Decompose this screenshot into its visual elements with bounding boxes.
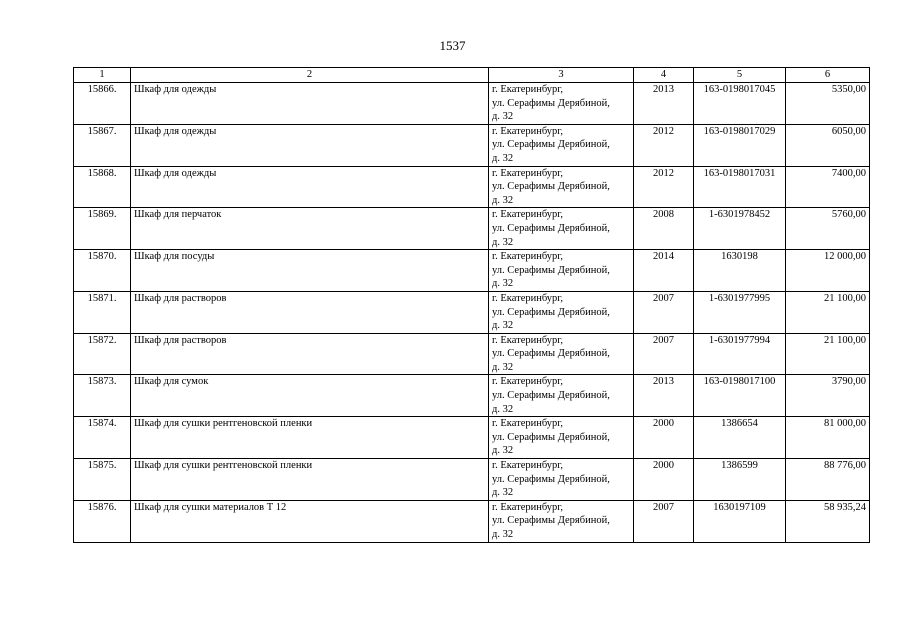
address-line3: д. 32 <box>492 445 514 457</box>
item-year: 2007 <box>634 333 694 375</box>
column-header-4: 4 <box>634 68 694 83</box>
item-year: 2013 <box>634 83 694 125</box>
table-row <box>74 417 870 459</box>
item-address <box>489 166 634 208</box>
item-address <box>489 375 634 417</box>
item-name: Шкаф для растворов <box>131 333 489 375</box>
address-line2: ул. Серафимы Дерябиной, <box>492 431 610 443</box>
address-line3: д. 32 <box>492 529 514 540</box>
item-year: 2007 <box>634 291 694 333</box>
column-header-3: 3 <box>489 68 634 83</box>
address-line2: ул. Серафимы Дерябиной, <box>492 515 610 527</box>
item-name: Шкаф для одежды <box>131 83 489 125</box>
item-year: 2013 <box>634 375 694 417</box>
item-name: Шкаф для одежды <box>131 124 489 166</box>
item-address <box>489 417 634 459</box>
address-line2: ул. Серафимы Дерябиной, <box>492 139 610 151</box>
inventory-number: 163-0198017100 <box>694 375 786 417</box>
column-header-1: 1 <box>74 68 131 83</box>
address-line1: г. Екатеринбург, <box>492 125 564 137</box>
row-number: 15873. <box>74 375 131 417</box>
property-table <box>73 67 870 543</box>
address-line3: д. 32 <box>492 152 514 164</box>
item-year: 2000 <box>634 459 694 501</box>
table-row <box>74 291 870 333</box>
inventory-number: 1630198 <box>694 250 786 292</box>
inventory-number: 1386599 <box>694 459 786 501</box>
address-line3: д. 32 <box>492 403 514 415</box>
item-year: 2012 <box>634 166 694 208</box>
address-line1: г. Екатеринбург, <box>492 460 564 472</box>
item-cost: 3790,00 <box>786 375 870 417</box>
address-line3: д. 32 <box>492 236 514 248</box>
item-address <box>489 500 634 542</box>
item-name: Шкаф для сушки рентгеновской пленки <box>131 459 489 501</box>
item-address <box>489 83 634 125</box>
item-cost: 12 000,00 <box>786 250 870 292</box>
item-name: Шкаф для сумок <box>131 375 489 417</box>
item-name: Шкаф для посуды <box>131 250 489 292</box>
address-line1: г. Екатеринбург, <box>492 334 564 346</box>
inventory-number: 1630197109 <box>694 500 786 542</box>
address-line1: г. Екатеринбург, <box>492 251 564 263</box>
item-cost: 21 100,00 <box>786 333 870 375</box>
item-name: Шкаф для сушки материалов Т 12 <box>131 500 489 542</box>
table-row <box>74 83 870 125</box>
inventory-number: 163-0198017045 <box>694 83 786 125</box>
row-number: 15872. <box>74 333 131 375</box>
page-number: 1537 <box>439 38 466 53</box>
item-address <box>489 291 634 333</box>
row-number: 15867. <box>74 124 131 166</box>
row-number: 15876. <box>74 500 131 542</box>
item-address <box>489 459 634 501</box>
address-line3: д. 32 <box>492 278 514 290</box>
item-address <box>489 124 634 166</box>
table-row <box>74 208 870 250</box>
item-cost: 5760,00 <box>786 208 870 250</box>
address-line3: д. 32 <box>492 361 514 373</box>
item-cost: 21 100,00 <box>786 291 870 333</box>
inventory-number: 163-0198017031 <box>694 166 786 208</box>
row-number: 15871. <box>74 291 131 333</box>
table-row <box>74 500 870 542</box>
table-row <box>74 166 870 208</box>
item-year: 2014 <box>634 250 694 292</box>
inventory-number: 163-0198017029 <box>694 124 786 166</box>
row-number: 15866. <box>74 83 131 125</box>
item-year: 2008 <box>634 208 694 250</box>
address-line1: г. Екатеринбург, <box>492 167 564 179</box>
address-line1: г. Екатеринбург, <box>492 501 564 513</box>
item-address <box>489 250 634 292</box>
address-line1: г. Екатеринбург, <box>492 84 564 95</box>
table-row <box>74 250 870 292</box>
item-address <box>489 333 634 375</box>
item-cost: 6050,00 <box>786 124 870 166</box>
column-header-6: 6 <box>786 68 870 83</box>
address-line3: д. 32 <box>492 194 514 206</box>
item-year: 2007 <box>634 500 694 542</box>
item-name: Шкаф для одежды <box>131 166 489 208</box>
item-year: 2000 <box>634 417 694 459</box>
table-row <box>74 459 870 501</box>
address-line3: д. 32 <box>492 111 514 123</box>
address-line1: г. Екатеринбург, <box>492 418 564 430</box>
inventory-number: 1-6301977995 <box>694 291 786 333</box>
address-line2: ул. Серафимы Дерябиной, <box>492 348 610 360</box>
column-header-5: 5 <box>694 68 786 83</box>
row-number: 15869. <box>74 208 131 250</box>
column-header-2: 2 <box>131 68 489 83</box>
header-row <box>74 68 870 83</box>
row-number: 15874. <box>74 417 131 459</box>
item-cost: 88 776,00 <box>786 459 870 501</box>
row-number: 15875. <box>74 459 131 501</box>
address-line2: ул. Серафимы Дерябиной, <box>492 97 610 109</box>
item-year: 2012 <box>634 124 694 166</box>
address-line1: г. Екатеринбург, <box>492 209 564 221</box>
item-cost: 81 000,00 <box>786 417 870 459</box>
inventory-number: 1-6301978452 <box>694 208 786 250</box>
item-cost: 7400,00 <box>786 166 870 208</box>
item-name: Шкаф для сушки рентгеновской пленки <box>131 417 489 459</box>
address-line2: ул. Серафимы Дерябиной, <box>492 181 610 193</box>
address-line2: ул. Серафимы Дерябиной, <box>492 306 610 318</box>
address-line3: д. 32 <box>492 320 514 332</box>
row-number: 15870. <box>74 250 131 292</box>
address-line2: ул. Серафимы Дерябиной, <box>492 473 610 485</box>
item-name: Шкаф для растворов <box>131 291 489 333</box>
address-line2: ул. Серафимы Дерябиной, <box>492 264 610 276</box>
inventory-number: 1386654 <box>694 417 786 459</box>
table-row <box>74 124 870 166</box>
table-row <box>74 333 870 375</box>
address-line2: ул. Серафимы Дерябиной, <box>492 390 610 402</box>
table-row <box>74 375 870 417</box>
address-line3: д. 32 <box>492 487 514 499</box>
address-line1: г. Екатеринбург, <box>492 376 564 388</box>
address-line2: ул. Серафимы Дерябиной, <box>492 222 610 234</box>
row-number: 15868. <box>74 166 131 208</box>
item-address <box>489 208 634 250</box>
address-line1: г. Екатеринбург, <box>492 292 564 304</box>
item-name: Шкаф для перчаток <box>131 208 489 250</box>
item-cost: 5350,00 <box>786 83 870 125</box>
item-cost: 58 935,24 <box>786 500 870 542</box>
inventory-number: 1-6301977994 <box>694 333 786 375</box>
